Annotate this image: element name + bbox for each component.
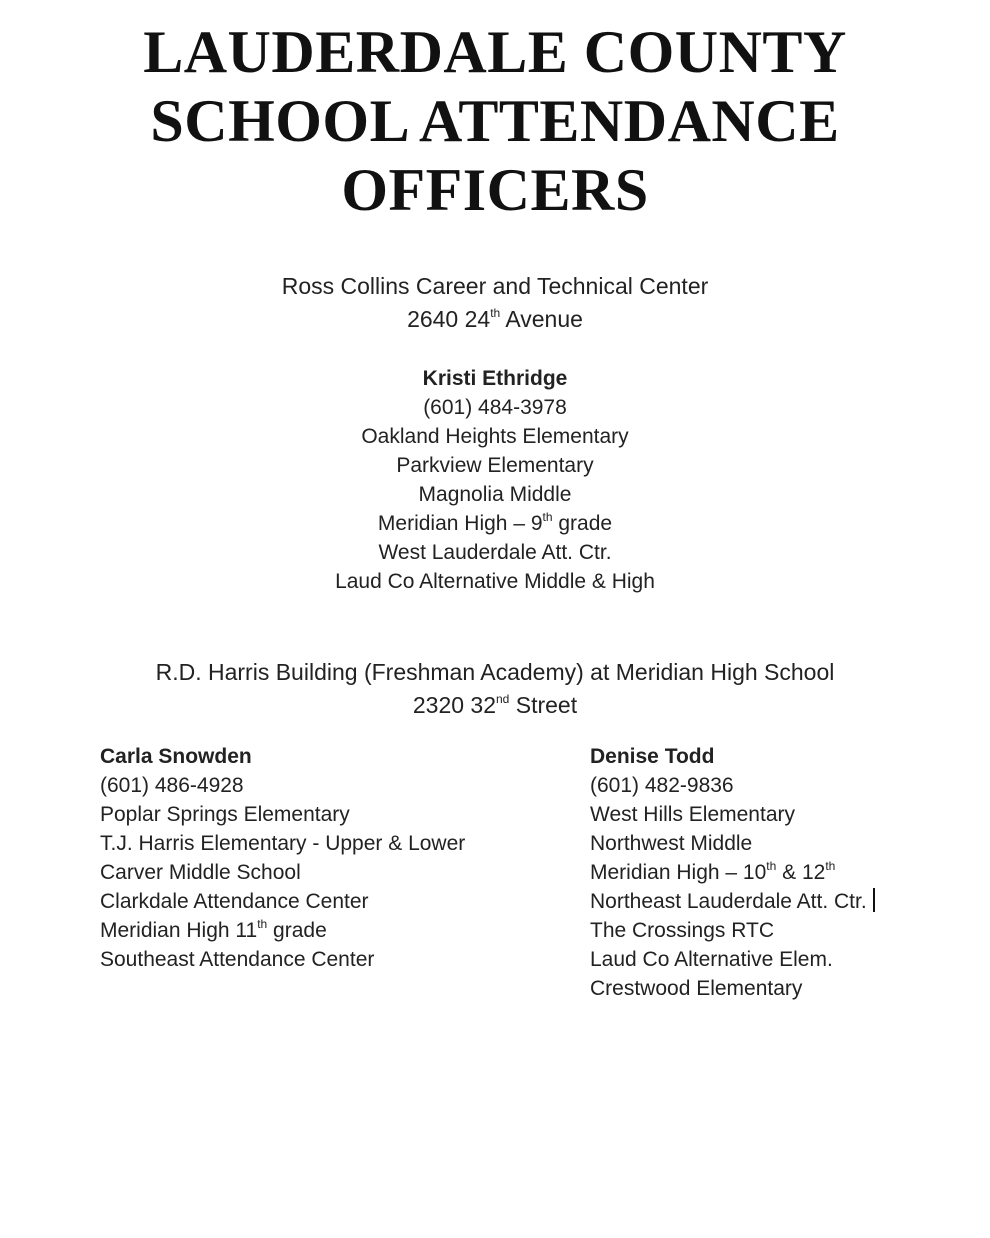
officer-name: Kristi Ethridge [422, 367, 568, 390]
title-line-2: SCHOOL ATTENDANCE [150, 88, 840, 154]
address-street: Street [509, 692, 578, 718]
school-item: Oakland Heights Elementary [361, 425, 629, 448]
address-number: 2320 32 [412, 692, 496, 718]
officer-denise-todd [590, 742, 875, 1003]
school-text: Northeast Lauderdale Att. Ctr. [590, 890, 867, 913]
location-name: R.D. Harris Building (Freshman Academy) at Meridian High School [155, 659, 835, 685]
ordinal-suffix: th [542, 510, 553, 524]
school-item: Laud Co Alternative Elem. [590, 948, 833, 971]
school-item [590, 858, 875, 887]
ordinal-suffix: th [825, 859, 836, 873]
school-item: Laud Co Alternative Middle & High [335, 570, 655, 593]
school-text: & 12 [776, 861, 826, 884]
school-item [590, 887, 875, 916]
school-text: Meridian High – 10 [590, 861, 767, 884]
title-line-1: LAUDERDALE COUNTY [143, 19, 847, 85]
school-text: Meridian High 11 [100, 919, 258, 942]
officer-carla-snowden [100, 742, 465, 974]
location-name: Ross Collins Career and Technical Center [281, 273, 709, 299]
school-text: Meridian High – 9 [377, 512, 543, 535]
title-line-3: OFFICERS [341, 157, 649, 223]
location-ross-collins [0, 270, 990, 336]
location-rd-harris [0, 656, 990, 722]
address-number: 2640 24 [407, 306, 491, 332]
school-text: grade [267, 919, 327, 942]
location-address [0, 689, 990, 722]
officer-phone: (601) 486-4928 [100, 774, 244, 797]
school-item: Northwest Middle [590, 832, 753, 855]
school-item: West Lauderdale Att. Ctr. [378, 541, 612, 564]
address-street: Avenue [500, 306, 583, 332]
school-item: Carver Middle School [100, 861, 301, 884]
ordinal-suffix: th [766, 859, 777, 873]
school-item: West Hills Elementary [590, 803, 795, 826]
location-address [0, 303, 990, 336]
address-ordinal: nd [496, 692, 510, 707]
page-title [0, 18, 990, 225]
address-ordinal: th [490, 306, 501, 321]
school-item: T.J. Harris Elementary - Upper & Lower [100, 832, 466, 855]
school-item: Poplar Springs Elementary [100, 803, 350, 826]
officer-name: Carla Snowden [100, 745, 252, 768]
school-item: Clarkdale Attendance Center [100, 890, 369, 913]
school-item: Crestwood Elementary [590, 977, 803, 1000]
school-item: Southeast Attendance Center [100, 948, 375, 971]
officer-name: Denise Todd [590, 745, 715, 768]
officer-kristi-ethridge [0, 364, 990, 596]
officer-phone: (601) 484-3978 [423, 396, 567, 419]
school-item: Magnolia Middle [418, 483, 572, 506]
ordinal-suffix: th [257, 917, 268, 931]
school-item: The Crossings RTC [590, 919, 774, 942]
school-text: grade [552, 512, 613, 535]
text-cursor [873, 888, 875, 912]
school-item: Parkview Elementary [396, 454, 594, 477]
officer-phone: (601) 482-9836 [590, 774, 734, 797]
school-item [100, 916, 465, 945]
school-item [0, 509, 990, 538]
